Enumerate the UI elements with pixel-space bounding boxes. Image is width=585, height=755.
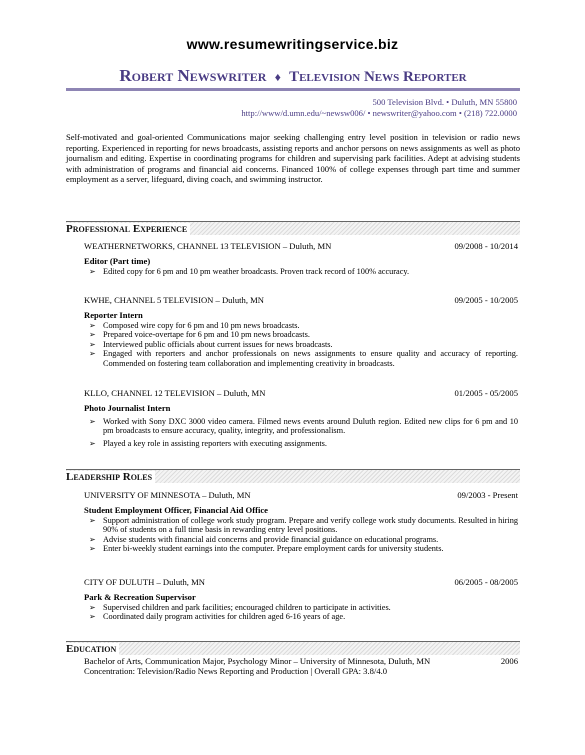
employer: UNIVERSITY OF MINNESOTA – Duluth, MN <box>84 490 251 500</box>
list-item: ➢ Advise students with financial aid concerns and provide financial guidance on educational programs. <box>103 535 518 544</box>
job-bullets <box>103 321 518 368</box>
job-bullets <box>103 516 518 554</box>
section-heading: Professional Experience <box>66 223 190 235</box>
list-item: ➢ Played a key role in assisting reporters with executing assignments. <box>103 439 518 448</box>
job-title: Reporter Intern <box>84 310 143 320</box>
section-leadership <box>66 469 520 483</box>
employer: KLLO, CHANNEL 12 TELEVISION – Duluth, MN <box>84 388 266 398</box>
contact-address: 500 Television Blvd. • Duluth, MN 55800 <box>372 97 517 107</box>
candidate-name: Robert Newswriter <box>119 66 267 85</box>
concentration: Concentration: Television/Radio News Reporting and Production | Overall GPA: 3.8/4.0 <box>84 666 388 677</box>
section-education <box>66 641 520 655</box>
job-dates: 01/2005 - 05/2005 <box>454 388 518 398</box>
employer: CITY OF DULUTH – Duluth, MN <box>84 577 205 587</box>
diamond-separator-icon: ♦ <box>274 70 281 84</box>
website-url: www.resumewritingservice.biz <box>186 36 399 52</box>
job-bullets <box>103 603 518 622</box>
job-header <box>84 241 518 251</box>
employer: KWHE, CHANNEL 5 TELEVISION – Duluth, MN <box>84 295 264 305</box>
job-bullets <box>103 267 518 276</box>
employer: WEATHERNETWORKS, CHANNEL 13 TELEVISION – Duluth, MN <box>84 241 332 251</box>
list-item: ➢ Worked with Sony DXC 3000 video camera. Filmed news events around Duluth region. Edited new clips for 6 pm and 10 pm broadcasts to ensure accuracy, quality, integrity, and professionalism. <box>103 417 518 436</box>
list-item: ➢ Coordinated daily program activities for children aged 6-16 years of age. <box>103 612 518 621</box>
job-title: Park & Recreation Supervisor <box>84 592 196 602</box>
summary-paragraph: Self-motivated and goal-oriented Communications major seeking challenging entry level position in television or radio news reporting. Experienced in reporting for news broadcasts, assisting reports and anchor persons on news assignments as well as photo journalism and editing. Expertise in coordinating programs for children and supervising park facilities. Adept at advising students with administration of programs and financial aid concerns. Financed 100% of college expenses through part time and summer employment as a server, lifeguard, diving coach, and swimming instructor. <box>66 132 520 185</box>
list-item: ➢ Engaged with reporters and anchor professionals on news assignments to ensure quality and accuracy of reporting. Commended on fostering team collaboration and implementing creativity in broadcasts. <box>103 349 518 368</box>
job-title: Television News Reporter <box>289 69 467 85</box>
job-title: Editor (Part time) <box>84 256 151 266</box>
contact-links: http://www/d.umn.edu/~newsw006/ • newswriter@yahoo.com • (218) 722.0000 <box>241 108 517 118</box>
list-item: ➢ Support administration of college work study program. Prepare and verify college work study documents. Resulted in hiring 90% of students on a full time basis in rewarding entry level positions. <box>103 516 518 535</box>
list-item: ➢ Interviewed public officials about current issues for news broadcasts. <box>103 340 518 349</box>
section-heading: Education <box>66 643 119 655</box>
resume-header <box>66 66 520 86</box>
job-title: Student Employment Officer, Financial Aid Office <box>84 505 268 515</box>
list-item: ➢ Edited copy for 6 pm and 10 pm weather broadcasts. Proven track record of 100% accuracy. <box>103 267 518 276</box>
list-item: ➢ Supervised children and park facilities; encouraged children to participate in activities. <box>103 603 518 612</box>
education-entry <box>84 656 518 677</box>
job-dates: 09/2003 - Present <box>457 490 518 500</box>
job-header <box>84 388 518 398</box>
graduation-year: 2006 <box>500 656 518 666</box>
job-header <box>84 577 518 587</box>
job-header <box>84 490 518 500</box>
job-dates: 09/2008 - 10/2014 <box>454 241 518 251</box>
job-header <box>84 295 518 305</box>
list-item: ➢ Composed wire copy for 6 pm and 10 pm news broadcasts. <box>103 321 518 330</box>
degree: Bachelor of Arts, Communication Major, Psychology Minor – University of Minnesota, Duluth, MN <box>84 656 431 666</box>
section-heading: Leadership Roles <box>66 471 155 483</box>
job-dates: 06/2005 - 08/2005 <box>454 577 518 587</box>
section-experience <box>66 221 520 235</box>
job-dates: 09/2005 - 10/2005 <box>454 295 518 305</box>
list-item: ➢ Prepared voice-overtape for 6 pm and 10 pm news broadcasts. <box>103 330 518 339</box>
job-bullets <box>103 417 518 448</box>
list-item: ➢ Enter bi-weekly student earnings into the computer. Prepare employment cards for university students. <box>103 544 518 553</box>
header-divider <box>66 88 520 91</box>
job-title: Photo Journalist Intern <box>84 403 171 413</box>
